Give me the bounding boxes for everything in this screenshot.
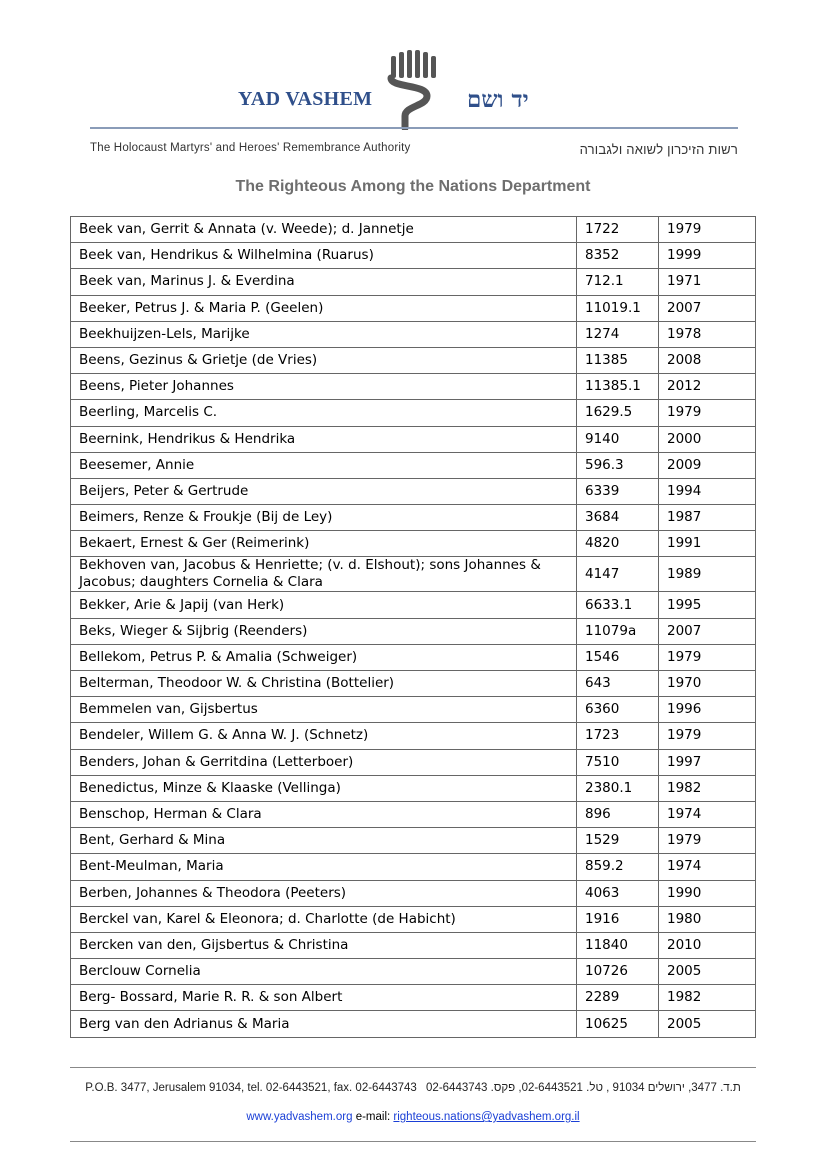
name-cell: Benschop, Herman & Clara [71, 801, 577, 827]
table-row [71, 505, 756, 531]
year-cell: 1971 [659, 269, 756, 295]
table-row [71, 644, 756, 670]
name-cell: Bercken van den, Gijsbertus & Christina [71, 932, 577, 958]
righteous-list-table [70, 216, 756, 1038]
name-cell: Beijers, Peter & Gertrude [71, 478, 577, 504]
name-cell: Beens, Gezinus & Grietje (de Vries) [71, 347, 577, 373]
footer-contact [0, 1111, 826, 1123]
year-cell: 1979 [659, 400, 756, 426]
year-cell: 1979 [659, 828, 756, 854]
year-cell: 1979 [659, 644, 756, 670]
authority-hebrew: רשות הזיכרון לשואה ולגבורה [579, 142, 738, 157]
table-row [71, 217, 756, 243]
file-number-cell: 1722 [577, 217, 659, 243]
year-cell: 2005 [659, 1011, 756, 1037]
file-number-cell: 11019.1 [577, 295, 659, 321]
file-number-cell: 3684 [577, 505, 659, 531]
table-row [71, 452, 756, 478]
file-number-cell: 859.2 [577, 854, 659, 880]
name-cell: Beek van, Marinus J. & Everdina [71, 269, 577, 295]
table-row [71, 932, 756, 958]
year-cell: 1979 [659, 723, 756, 749]
file-number-cell: 11079a [577, 618, 659, 644]
footer-divider-top [70, 1067, 756, 1068]
file-number-cell: 6339 [577, 478, 659, 504]
name-cell: Beerling, Marcelis C. [71, 400, 577, 426]
file-number-cell: 1546 [577, 644, 659, 670]
year-cell: 2007 [659, 295, 756, 321]
year-cell: 1974 [659, 801, 756, 827]
year-cell: 1982 [659, 775, 756, 801]
file-number-cell: 896 [577, 801, 659, 827]
table-row [71, 801, 756, 827]
name-cell: Beekhuijzen-Lels, Marijke [71, 321, 577, 347]
table-row [71, 426, 756, 452]
name-cell: Bendeler, Willem G. & Anna W. J. (Schnetz) [71, 723, 577, 749]
name-cell: Beesemer, Annie [71, 452, 577, 478]
year-cell: 1980 [659, 906, 756, 932]
name-cell: Bemmelen van, Gijsbertus [71, 697, 577, 723]
year-cell: 1970 [659, 671, 756, 697]
year-cell: 2012 [659, 374, 756, 400]
file-number-cell: 1916 [577, 906, 659, 932]
year-cell: 1987 [659, 505, 756, 531]
name-cell: Beens, Pieter Johannes [71, 374, 577, 400]
file-number-cell: 712.1 [577, 269, 659, 295]
file-number-cell: 4147 [577, 557, 659, 592]
table-row [71, 374, 756, 400]
year-cell: 1990 [659, 880, 756, 906]
file-number-cell: 1274 [577, 321, 659, 347]
year-cell: 2005 [659, 959, 756, 985]
table-row [71, 775, 756, 801]
footer-address [0, 1082, 826, 1094]
file-number-cell: 6360 [577, 697, 659, 723]
name-cell: Benders, Johan & Gerritdina (Letterboer) [71, 749, 577, 775]
name-cell: Bekker, Arie & Japij (van Herk) [71, 592, 577, 618]
table-row [71, 592, 756, 618]
file-number-cell: 11840 [577, 932, 659, 958]
logo-text-english: YAD VASHEM [238, 88, 373, 110]
department-title: The Righteous Among the Nations Department [235, 178, 591, 195]
table-body [71, 217, 756, 1038]
file-number-cell: 596.3 [577, 452, 659, 478]
table-row [71, 697, 756, 723]
file-number-cell: 11385.1 [577, 374, 659, 400]
address-english: P.O.B. 3477, Jerusalem 91034, tel. 02-6443521, fax. 02-6443743 [85, 1082, 417, 1094]
table-row [71, 478, 756, 504]
file-number-cell: 4063 [577, 880, 659, 906]
table-row [71, 880, 756, 906]
table-row [71, 906, 756, 932]
table-row [71, 295, 756, 321]
table-row [71, 985, 756, 1011]
logo-text-hebrew: יד ושם [467, 86, 529, 113]
name-cell: Berg van den Adrianus & Maria [71, 1011, 577, 1037]
file-number-cell: 2380.1 [577, 775, 659, 801]
table-row [71, 269, 756, 295]
letterhead [0, 0, 826, 210]
name-cell: Berclouw Cornelia [71, 959, 577, 985]
footer-divider-bottom [70, 1141, 756, 1142]
file-number-cell: 6633.1 [577, 592, 659, 618]
file-number-cell: 11385 [577, 347, 659, 373]
name-cell: Beernink, Hendrikus & Hendrika [71, 426, 577, 452]
file-number-cell: 643 [577, 671, 659, 697]
year-cell: 2008 [659, 347, 756, 373]
file-number-cell: 1723 [577, 723, 659, 749]
year-cell: 1997 [659, 749, 756, 775]
name-cell: Bekhoven van, Jacobus & Henriette; (v. d. Elshout); sons Johannes & Jacobus; daughters Cornelia & Clara [71, 557, 577, 592]
table-row [71, 531, 756, 557]
name-cell: Beimers, Renze & Froukje (Bij de Ley) [71, 505, 577, 531]
website-link[interactable]: www.yadvashem.org [246, 1111, 353, 1123]
table-row [71, 723, 756, 749]
file-number-cell: 9140 [577, 426, 659, 452]
name-cell: Beeker, Petrus J. & Maria P. (Geelen) [71, 295, 577, 321]
table-row [71, 243, 756, 269]
table-row [71, 749, 756, 775]
name-cell: Bellekom, Petrus P. & Amalia (Schweiger) [71, 644, 577, 670]
table-row [71, 618, 756, 644]
name-cell: Beks, Wieger & Sijbrig (Reenders) [71, 618, 577, 644]
address-hebrew: ת.ד. 3477, ירושלים 91034 , טל. 02-6443521, פקס. 02-6443743 [426, 1082, 741, 1094]
name-cell: Benedictus, Minze & Klaaske (Vellinga) [71, 775, 577, 801]
file-number-cell: 10726 [577, 959, 659, 985]
year-cell: 1991 [659, 531, 756, 557]
year-cell: 1989 [659, 557, 756, 592]
year-cell: 1978 [659, 321, 756, 347]
file-number-cell: 4820 [577, 531, 659, 557]
table-row [71, 347, 756, 373]
year-cell: 2000 [659, 426, 756, 452]
file-number-cell: 10625 [577, 1011, 659, 1037]
table-row [71, 854, 756, 880]
table-row [71, 959, 756, 985]
year-cell: 2010 [659, 932, 756, 958]
year-cell: 2007 [659, 618, 756, 644]
year-cell: 1995 [659, 592, 756, 618]
year-cell: 1994 [659, 478, 756, 504]
table-row [71, 400, 756, 426]
email-link[interactable]: righteous.nations@yadvashem.org.il [393, 1111, 580, 1123]
file-number-cell: 7510 [577, 749, 659, 775]
name-cell: Berben, Johannes & Theodora (Peeters) [71, 880, 577, 906]
name-cell: Berg- Bossard, Marie R. R. & son Albert [71, 985, 577, 1011]
name-cell: Berckel van, Karel & Eleonora; d. Charlotte (de Habicht) [71, 906, 577, 932]
authority-line [90, 142, 738, 157]
file-number-cell: 1529 [577, 828, 659, 854]
name-cell: Bent, Gerhard & Mina [71, 828, 577, 854]
name-cell: Bekaert, Ernest & Ger (Reimerink) [71, 531, 577, 557]
year-cell: 1974 [659, 854, 756, 880]
table-row [71, 828, 756, 854]
year-cell: 2009 [659, 452, 756, 478]
year-cell: 1999 [659, 243, 756, 269]
year-cell: 1979 [659, 217, 756, 243]
authority-english: The Holocaust Martyrs' and Heroes' Remembrance Authority [90, 142, 411, 154]
year-cell: 1996 [659, 697, 756, 723]
file-number-cell: 1629.5 [577, 400, 659, 426]
table-row [71, 557, 756, 592]
header-divider [90, 127, 738, 129]
year-cell: 1982 [659, 985, 756, 1011]
file-number-cell: 2289 [577, 985, 659, 1011]
name-cell: Belterman, Theodoor W. & Christina (Bottelier) [71, 671, 577, 697]
name-cell: Beek van, Hendrikus & Wilhelmina (Ruarus) [71, 243, 577, 269]
table-row [71, 321, 756, 347]
name-cell: Beek van, Gerrit & Annata (v. Weede); d. Jannetje [71, 217, 577, 243]
table-row [71, 1011, 756, 1037]
email-label: e-mail: [355, 1111, 391, 1123]
table-row [71, 671, 756, 697]
name-cell: Bent-Meulman, Maria [71, 854, 577, 880]
file-number-cell: 8352 [577, 243, 659, 269]
yad-vashem-logo-icon [387, 48, 439, 130]
